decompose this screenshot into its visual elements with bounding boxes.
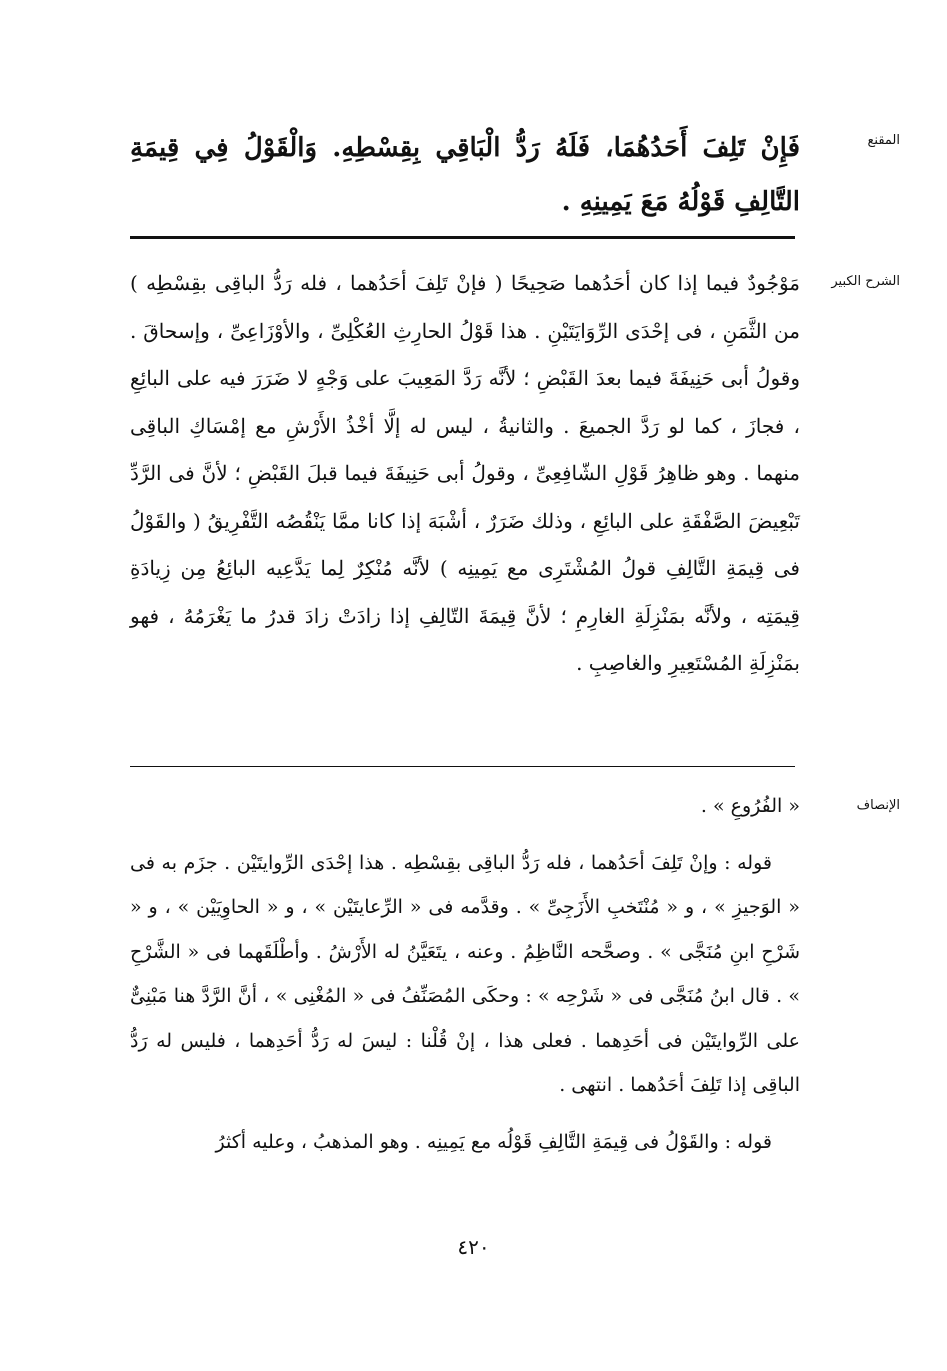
sharh-text: مَوْجُودٌ فيما إذا كان أحَدُهما صَحِيحًا ( فإنْ تَلِفَ أحَدُهما ، فله رَدُّ الباقِى بقِسْطِه ) من الثَّمَنِ ، فى إحْدَى الرِّوَايَتَيْنِ . هذا قَوْلُ الحارِثِ العُكْلِىِّ ، والأوْزَاعِىِّ ، وإسحاقَ . وقولُ أبى حَنِيفَةَ فيما بعدَ القَبْضِ ؛ لأنَّه رَدَّ المَعِيبَ على وَجْهٍ لا ضَرَرَ فيه على البائِعِ ، فجازَ ، كما لو رَدَّ الجميعَ . والثانيةُ ، ليس له إلَّا أخْذُ الأَرْشِ مع إمْسَاكِ الباقِى منهما . وهو ظاهِرُ قَوْلِ الشّافِعِىِّ ، وقولُ أبى حَنِيفَةَ فيما قبلَ القَبْضِ ؛ لأنَّ فى الرَّدِّ تَبْعِيضَ الصَّفْقَةِ على البائِعِ ، وذلك ضَرَرٌ ، أشْبَهَ إذا كانا ممَّا يَنْقُصُه التَّفْرِيقُ ( والقَوْلُ فى قِيمَةِ التَّالِفِ قولُ المُشْتَرِى مع يَمِينِه ) لأنَّه مُنْكِرٌ لِما يَدَّعِيه البائِعُ مِن زِيادَةِ قِيمَتِه ، ولأنَّه بمَنْزِلَةِ الغارِمِ ؛ لأنَّ قِيمَةَ التّالِفِ إذا زادَتْ زادَ قدرُ ما يَغْرَمُهُ ، فهو بمَنْزِلَةِ المُسْتَعِيرِ والغاصِبِ . [130, 271, 800, 675]
muqni-text: فَإِنْ تَلِفَ أَحَدُهُمَا، فَلَهُ رَدُّ الْبَاقِي بِقِسْطِهِ. وَالْقَوْلُ فِي قِيمَةِ التَّالِفِ قَوْلُهُ مَعَ يَمِينِهِ . [130, 133, 800, 217]
insaf-paragraph: « الفُرُوعِ » . [700, 795, 800, 817]
insaf-section [100, 784, 900, 1204]
sharh-section [100, 260, 900, 760]
sharh-label: الشرح الكبير [831, 274, 900, 289]
divider-thin [130, 766, 795, 767]
muqni-label: المقنع [867, 133, 900, 148]
page-number: ٤٢٠ [457, 1235, 490, 1259]
insaf-text [130, 784, 800, 1164]
insaf-paragraph: قوله : وإنْ تَلِفَ أحَدُهما ، فله رَدُّ الباقِى بقِسْطِه . هذا إحْدَى الرِّوايتَيْن . جزَم به فى « الوَجيزِ » ، و « مُنْتَخبِ الأَزَجِىِّ » . وقدَّمه فى « الرِّعايتَيْن » ، و « الحاوِيَيْن » ، و « شَرْحِ ابنِ مُنَجَّى » . وصحَّحه النَّاظِمُ . وعنه ، يتَعَيَّنُ له الأَرْشُ . وأطْلَقَهما فى « الشَّرْحِ » . قال ابنُ مُنَجَّى فى « شَرْحِه » : وحكَى المُصَنِّفُ فى « المُغْنِى » ، أنَّ الرَّدَّ هنا مَبْنِىٌّ على الرِّوايتَيْن فى أحَدِهما . فعلى هذا ، إنْ قُلْنا : ليسَ له رَدُّ أحَدِهما ، فليس له رَدُّ الباقِى إذا تَلِفَ أحَدُهما . انتهى . [130, 851, 800, 1096]
divider-thick [130, 236, 795, 239]
insaf-paragraph: قوله : والقَوْلُ فى قِيمَةِ التَّالِفِ قَوْلُه مع يَمِينِه . وهو المذهبُ ، وعليه أكثرُ [215, 1130, 772, 1153]
insaf-label: الإنصاف [856, 798, 900, 813]
muqni-section [100, 121, 900, 231]
